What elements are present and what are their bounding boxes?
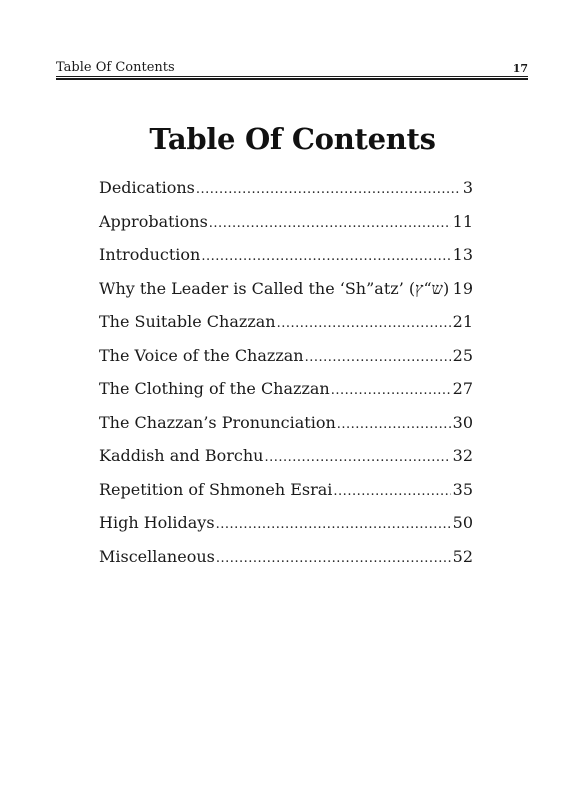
header-rule-thin <box>56 76 528 77</box>
toc-dot-leader <box>337 411 451 439</box>
toc-entry-repetition-of-shmoneh-esrai[interactable] <box>99 476 473 510</box>
toc-dot-leader <box>333 478 450 506</box>
header-rule-thick <box>56 78 528 80</box>
toc-entry-label: The Voice of the Chazzan <box>99 345 304 365</box>
toc-entry-label: Why the Leader is Called the ‘Sh”atz’ (ש“ץ) <box>99 278 450 298</box>
toc-entry-label: Dedications <box>99 178 195 197</box>
toc-entry-label: Approbations <box>99 211 208 231</box>
toc-entry-label: Repetition of Shmoneh Esrai <box>99 479 333 499</box>
toc-entry-label: Kaddish and Borchu <box>99 446 264 465</box>
toc-entry-page: 13 <box>452 245 473 264</box>
toc-dot-leader <box>264 444 450 472</box>
toc-entry-page: 50 <box>452 513 473 532</box>
toc-entry-page: 25 <box>452 345 473 365</box>
toc-dot-leader <box>305 344 451 372</box>
toc-entry-label: Introduction <box>99 245 201 264</box>
toc-entry-page: 19 <box>452 278 473 298</box>
table-of-contents <box>99 174 473 576</box>
toc-entry-why-leader-called-shatz[interactable] <box>99 275 473 309</box>
toc-entry-label: The Clothing of the Chazzan <box>99 379 330 398</box>
toc-entry-label: The Chazzan’s Pronunciation <box>99 412 336 432</box>
toc-entry-chazzans-pronunciation[interactable] <box>99 409 473 443</box>
toc-dot-leader <box>201 243 450 271</box>
toc-entry-high-holidays[interactable] <box>99 509 473 543</box>
toc-entry-page: 35 <box>452 479 473 499</box>
toc-entry-label: The Suitable Chazzan <box>99 312 276 331</box>
toc-entry-clothing-of-chazzan[interactable] <box>99 375 473 409</box>
toc-dot-leader <box>216 511 451 539</box>
toc-entry-miscellaneous[interactable] <box>99 543 473 577</box>
toc-entry-voice-of-chazzan[interactable] <box>99 342 473 376</box>
toc-entry-page: 32 <box>452 446 473 465</box>
running-header-title: Table Of Contents <box>56 60 175 75</box>
page-title: Table Of Contents <box>149 122 436 156</box>
running-header <box>56 60 528 76</box>
toc-entry-kaddish-and-borchu[interactable] <box>99 442 473 476</box>
toc-entry-approbations[interactable] <box>99 208 473 242</box>
toc-dot-leader <box>216 545 451 573</box>
toc-entry-page: 52 <box>452 546 473 566</box>
toc-entry-label: Miscellaneous <box>99 546 215 566</box>
toc-entry-introduction[interactable] <box>99 241 473 275</box>
toc-dot-leader <box>209 210 451 238</box>
toc-entry-dedications[interactable] <box>99 174 473 208</box>
toc-entry-page: 21 <box>452 312 473 331</box>
toc-entry-page: 27 <box>452 379 473 398</box>
toc-dot-leader <box>277 310 451 338</box>
toc-entry-label: High Holidays <box>99 513 215 532</box>
toc-entry-suitable-chazzan[interactable] <box>99 308 473 342</box>
running-header-page-number: 17 <box>512 62 528 75</box>
toc-entry-page: 11 <box>452 211 473 231</box>
toc-dot-leader <box>331 377 451 405</box>
toc-entry-page: 30 <box>452 412 473 432</box>
toc-entry-page: 3 <box>462 178 473 197</box>
toc-dot-leader <box>196 176 461 204</box>
